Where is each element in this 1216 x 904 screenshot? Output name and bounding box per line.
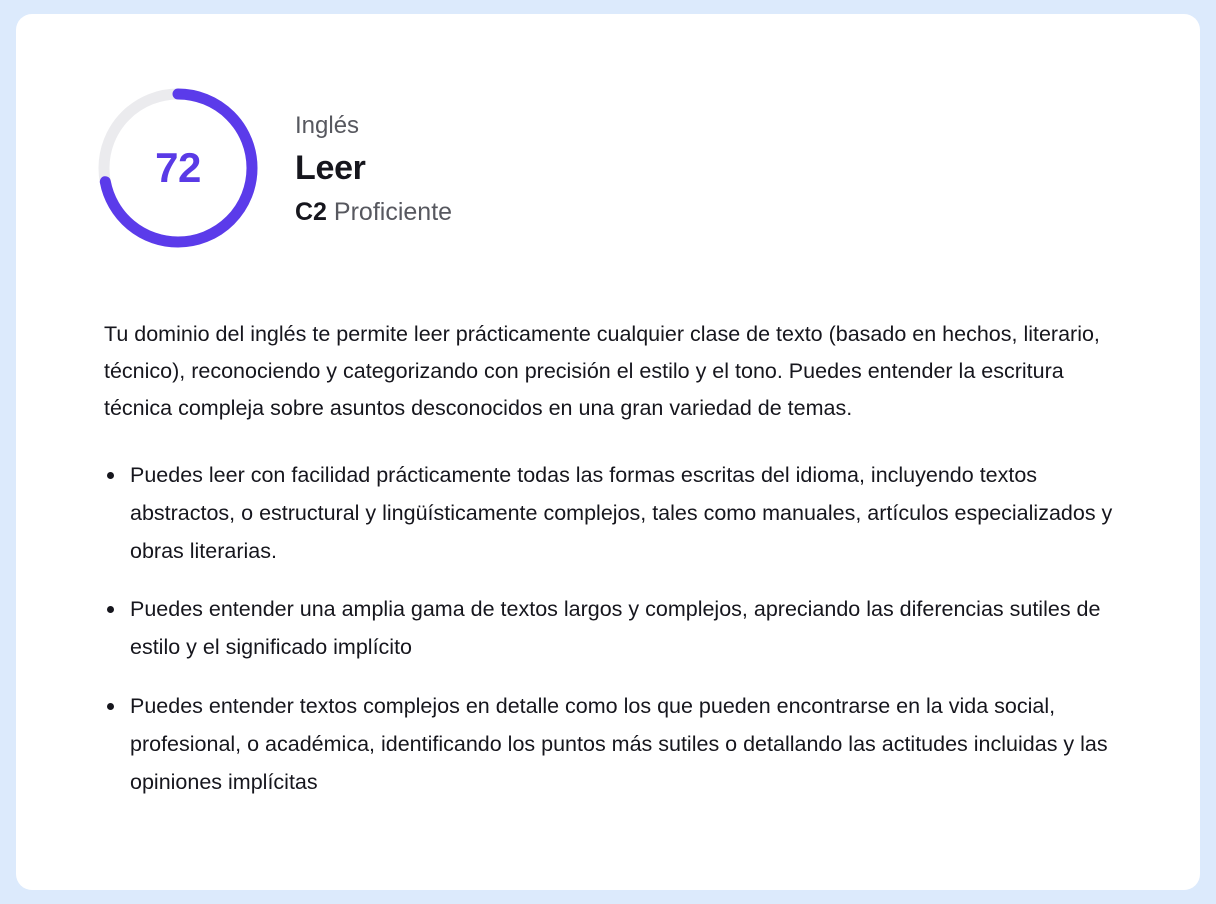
header-text — [295, 84, 452, 227]
skill-title: Leer — [295, 149, 366, 187]
level-code: C2 — [295, 197, 327, 226]
level-line — [295, 197, 452, 227]
language-label: Inglés — [295, 112, 360, 139]
list-item: Puedes leer con facilidad prácticamente todas las formas escritas del idioma, incluyendo textos abstractos, o estructural y lingüísticamente complejos, tales como manuales, artículos especializados y obras literarias. — [104, 457, 1128, 570]
score-value: 72 — [155, 144, 201, 191]
card-header — [94, 84, 452, 252]
card-body — [104, 316, 1128, 802]
score-card — [16, 14, 1200, 890]
can-do-list — [104, 457, 1128, 802]
score-ring — [94, 84, 262, 252]
list-item: Puedes entender textos complejos en detalle como los que pueden encontrarse en la vida social, profesional, o académica, identificando los puntos más sutiles o detallando las actitudes incluidas y las opiniones implícitas — [104, 688, 1128, 801]
summary-paragraph: Tu dominio del inglés te permite leer prácticamente cualquier clase de texto (basado en hechos, literario, técnico), reconociendo y categorizando con precisión el estilo y el tono. Puedes entender la escritura técnica compleja sobre asuntos desconocidos en una gran variedad de temas. — [104, 322, 1100, 420]
level-name: Proficiente — [333, 197, 453, 226]
list-item: Puedes entender una amplia gama de textos largos y complejos, apreciando las diferencias sutiles de estilo y el significado implícito — [104, 591, 1128, 667]
